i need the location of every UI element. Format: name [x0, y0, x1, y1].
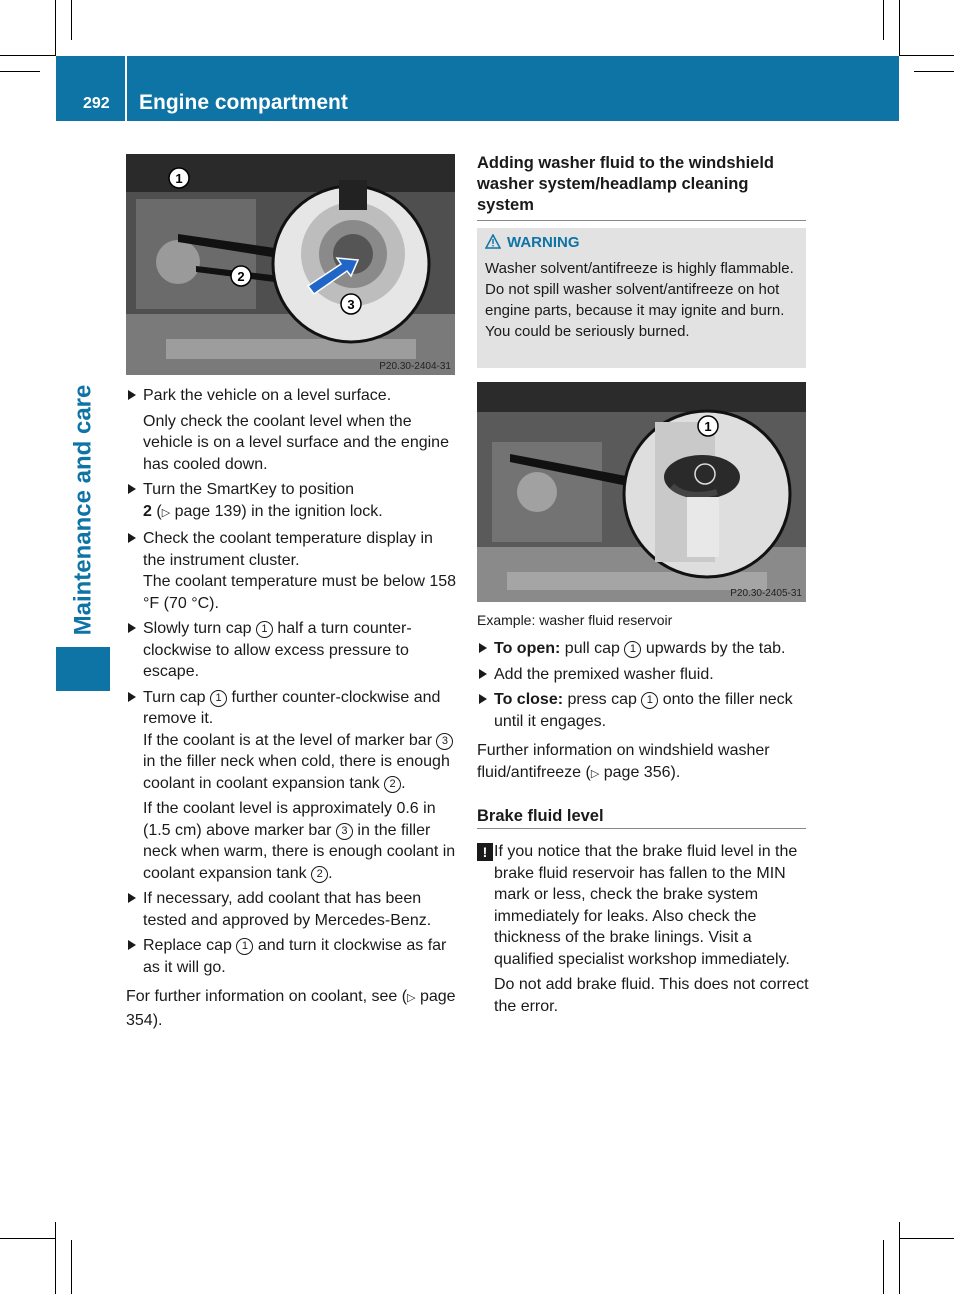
step-add-coolant: If necessary, add coolant that has been tested and approved by Mercedes-Benz. [126, 888, 458, 931]
page-title: Engine compartment [139, 91, 348, 114]
brake-fluid-heading: Brake fluid level [477, 807, 806, 829]
washer-figure [477, 382, 806, 602]
crop-mark [55, 0, 56, 56]
washer-callout-1: 1 [704, 419, 712, 434]
step-park: Park the vehicle on a level surface. [126, 385, 458, 407]
callout-1: 1 [175, 171, 183, 186]
page-header [56, 56, 899, 121]
crop-mark [0, 71, 40, 72]
warning-header [485, 234, 580, 251]
coolant-figure-drawing [126, 154, 455, 375]
brake-notice [477, 841, 809, 1017]
callout-ref: 1 [624, 641, 641, 658]
callout-ref: 3 [436, 733, 453, 750]
washer-further-info: Further information on windshield washer fluid/antifreeze (▷ page 356). [477, 742, 770, 781]
figure-code: P20.30-2404-31 [379, 361, 451, 372]
step-open: To open: pull cap 1 upwards by the tab. [477, 638, 809, 660]
callout-ref: 1 [641, 692, 658, 709]
crop-mark [899, 55, 954, 56]
crop-mark [71, 1240, 72, 1294]
notice-text: If you notice that the brake fluid level in the brake fluid reservoir has fallen to the MIN mark or less, check the brake system immediately for leaks. Also check the thickness of the brake linings. Visit a qualified specialist workshop immediately. [494, 843, 798, 968]
callout-ref: 1 [236, 938, 253, 955]
side-tab-marker [56, 647, 110, 691]
page-ref-icon: ▷ [407, 992, 416, 1004]
crop-mark [914, 71, 954, 72]
crop-mark [883, 1240, 884, 1294]
further-info: For further information on coolant, see (▷ page 354). [126, 988, 456, 1029]
notice-text-2: Do not add brake fluid. This does not correct the error. [494, 976, 809, 1015]
header-divider [125, 56, 127, 121]
step-replace-cap: Replace cap 1 and turn it clockwise as far as it will go. [126, 935, 458, 978]
side-tab-label: Maintenance and care [69, 384, 97, 636]
crop-mark [899, 1222, 900, 1294]
warning-box [477, 228, 806, 368]
section-heading: Adding washer fluid to the windshield washer system/headlamp cleaning system [477, 153, 806, 221]
crop-mark [0, 1238, 56, 1239]
step-slowly-turn: Slowly turn cap 1 half a turn counter-clockwise to allow excess pressure to escape. [126, 618, 458, 683]
crop-mark [899, 1238, 954, 1239]
crop-mark [0, 55, 56, 56]
warning-triangle-icon [485, 234, 501, 249]
step-note: Only check the coolant level when the vehicle is on a level surface and the engine has cooled down. [143, 412, 449, 473]
side-tab-label-box [56, 380, 110, 640]
figure-code: P20.30-2405-31 [730, 588, 802, 599]
callout-ref: 1 [256, 621, 273, 638]
notice-icon: ! [477, 843, 493, 861]
page-ref-icon: ▷ [590, 767, 600, 780]
coolant-instructions [126, 385, 458, 1035]
page-number: 292 [83, 95, 110, 112]
washer-instructions [477, 638, 809, 789]
callout-2: 2 [237, 269, 245, 284]
step-check-temp: Check the coolant temperature display in the instrument cluster. The coolant temperature must be below 158 °F (70 °C). [126, 528, 458, 614]
warm-note: If the coolant level is approximately 0.6 in (1.5 cm) above marker bar 3 in the filler neck when warm, there is enough coolant in coolant expansion tank 2 . [143, 800, 456, 882]
warning-text: Washer solvent/antifreeze is highly flammable. Do not spill washer solvent/antifreeze on hot engine parts, because it may ignite and burn. You could be seriously burned. [485, 260, 794, 340]
crop-mark [883, 0, 884, 40]
callout-ref: 1 [210, 690, 227, 707]
warning-title: WARNING [507, 234, 580, 251]
page-ref-icon: ▷ [161, 506, 171, 519]
figure-caption: Example: washer fluid reservoir [477, 612, 673, 628]
callout-ref: 2 [384, 776, 401, 793]
crop-mark [55, 1222, 56, 1294]
step-remove-cap: Turn cap 1 further counter-clockwise and remove it. If the coolant is at the level of marker bar 3 in the filler neck when cold, there is enough coolant in coolant expansion tank 2 . [126, 687, 458, 795]
step-add-fluid: Add the premixed washer fluid. [477, 664, 809, 686]
step-smartkey: Turn the SmartKey to position 2 (▷ page 139) in the ignition lock. [126, 479, 458, 524]
callout-ref: 3 [336, 823, 353, 840]
step-close: To close: press cap 1 onto the filler neck until it engages. [477, 689, 809, 732]
callout-3: 3 [347, 297, 355, 312]
crop-mark [71, 0, 72, 40]
crop-mark [899, 0, 900, 56]
callout-ref: 2 [311, 866, 328, 883]
coolant-figure [126, 154, 455, 375]
washer-figure-drawing [477, 382, 806, 602]
